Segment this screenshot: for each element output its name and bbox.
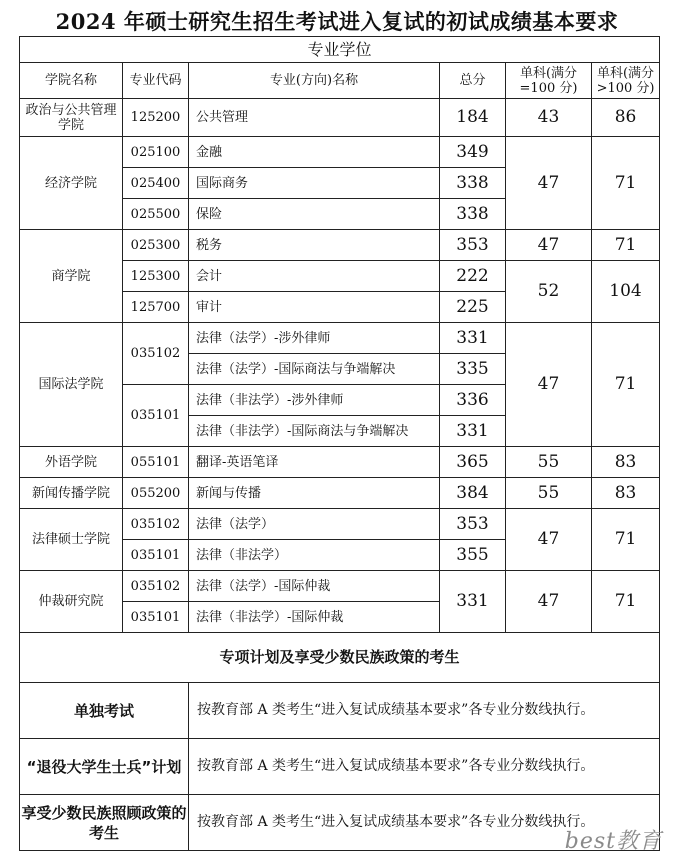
table-row bbox=[20, 509, 660, 540]
total-cell: 336 bbox=[440, 385, 506, 416]
code-cell: 125700 bbox=[123, 292, 189, 323]
college-cell: 新闻传播学院 bbox=[20, 478, 123, 509]
table-row bbox=[20, 137, 660, 168]
special-label: “退役大学生士兵”计划 bbox=[20, 739, 189, 795]
major-cell: 法律（非法学）-国际商法与争端解决 bbox=[189, 416, 440, 447]
major-cell: 保险 bbox=[189, 199, 440, 230]
total-cell: 335 bbox=[440, 354, 506, 385]
table-row bbox=[20, 323, 660, 354]
header-code: 专业代码 bbox=[123, 63, 189, 99]
total-cell: 331 bbox=[440, 323, 506, 354]
code-cell: 035102 bbox=[123, 509, 189, 540]
header-college: 学院名称 bbox=[20, 63, 123, 99]
section-row bbox=[20, 633, 660, 683]
watermark: best教育 bbox=[564, 829, 662, 854]
table-row bbox=[20, 478, 660, 509]
code-cell: 125200 bbox=[123, 99, 189, 137]
special-note: 按教育部 A 类考生“进入复试成绩基本要求”各专业分数线执行。 bbox=[189, 739, 660, 795]
code-cell: 025400 bbox=[123, 168, 189, 199]
major-cell: 法律（法学） bbox=[189, 509, 440, 540]
single100-cell: 52 bbox=[506, 261, 592, 323]
major-cell: 审计 bbox=[189, 292, 440, 323]
major-cell: 法律（非法学）-涉外律师 bbox=[189, 385, 440, 416]
single100-cell: 47 bbox=[506, 323, 592, 447]
table-row bbox=[20, 230, 660, 261]
code-cell: 025300 bbox=[123, 230, 189, 261]
code-cell: 035101 bbox=[123, 602, 189, 633]
major-cell: 法律（法学）-国际仲裁 bbox=[189, 571, 440, 602]
code-cell: 125300 bbox=[123, 261, 189, 292]
single100-cell: 47 bbox=[506, 571, 592, 633]
section-professional: 专业学位 bbox=[20, 37, 660, 63]
total-cell: 331 bbox=[440, 571, 506, 633]
section-row bbox=[20, 37, 660, 63]
major-cell: 翻译-英语笔译 bbox=[189, 447, 440, 478]
special-row bbox=[20, 739, 660, 795]
total-cell: 353 bbox=[440, 230, 506, 261]
code-cell: 035102 bbox=[123, 323, 189, 385]
single-gt100-cell: 86 bbox=[592, 99, 660, 137]
college-cell: 仲裁研究院 bbox=[20, 571, 123, 633]
major-cell: 国际商务 bbox=[189, 168, 440, 199]
total-cell: 349 bbox=[440, 137, 506, 168]
total-cell: 225 bbox=[440, 292, 506, 323]
code-cell: 055101 bbox=[123, 447, 189, 478]
special-row bbox=[20, 795, 660, 851]
total-cell: 355 bbox=[440, 540, 506, 571]
code-cell: 025100 bbox=[123, 137, 189, 168]
header-single100: 单科(满分=100 分) bbox=[506, 63, 592, 99]
total-cell: 184 bbox=[440, 99, 506, 137]
special-note: 按教育部 A 类考生“进入复试成绩基本要求”各专业分数线执行。 bbox=[189, 795, 660, 851]
code-cell: 025500 bbox=[123, 199, 189, 230]
single-gt100-cell: 71 bbox=[592, 571, 660, 633]
table-row bbox=[20, 99, 660, 137]
special-label: 单独考试 bbox=[20, 683, 189, 739]
single-gt100-cell: 71 bbox=[592, 509, 660, 571]
table-row bbox=[20, 447, 660, 478]
single-gt100-cell: 71 bbox=[592, 323, 660, 447]
major-cell: 公共管理 bbox=[189, 99, 440, 137]
single100-cell: 47 bbox=[506, 137, 592, 230]
total-cell: 222 bbox=[440, 261, 506, 292]
college-cell: 外语学院 bbox=[20, 447, 123, 478]
special-label: 享受少数民族照顾政策的考生 bbox=[20, 795, 189, 851]
single-gt100-cell: 71 bbox=[592, 137, 660, 230]
single-gt100-cell: 104 bbox=[592, 261, 660, 323]
single100-cell: 55 bbox=[506, 478, 592, 509]
special-note: 按教育部 A 类考生“进入复试成绩基本要求”各专业分数线执行。 bbox=[189, 683, 660, 739]
header-single-gt100: 单科(满分>100 分) bbox=[592, 63, 660, 99]
total-cell: 353 bbox=[440, 509, 506, 540]
total-cell: 365 bbox=[440, 447, 506, 478]
college-cell: 法律硕士学院 bbox=[20, 509, 123, 571]
college-cell: 国际法学院 bbox=[20, 323, 123, 447]
major-cell: 税务 bbox=[189, 230, 440, 261]
major-cell: 法律（法学）-涉外律师 bbox=[189, 323, 440, 354]
total-cell: 384 bbox=[440, 478, 506, 509]
college-cell: 商学院 bbox=[20, 230, 123, 323]
single-gt100-cell: 83 bbox=[592, 447, 660, 478]
total-cell: 331 bbox=[440, 416, 506, 447]
major-cell: 法律（非法学） bbox=[189, 540, 440, 571]
code-cell: 035101 bbox=[123, 540, 189, 571]
header-total: 总分 bbox=[440, 63, 506, 99]
code-cell: 035101 bbox=[123, 385, 189, 447]
college-cell: 经济学院 bbox=[20, 137, 123, 230]
table-row bbox=[20, 571, 660, 602]
header-major: 专业(方向)名称 bbox=[189, 63, 440, 99]
major-cell: 法律（法学）-国际商法与争端解决 bbox=[189, 354, 440, 385]
page-title: 2024 年硕士研究生招生考试进入复试的初试成绩基本要求 bbox=[55, 9, 619, 34]
major-cell: 新闻与传播 bbox=[189, 478, 440, 509]
single100-cell: 47 bbox=[506, 509, 592, 571]
major-cell: 法律（非法学）-国际仲裁 bbox=[189, 602, 440, 633]
college-cell: 政治与公共管理学院 bbox=[20, 99, 123, 137]
single-gt100-cell: 71 bbox=[592, 230, 660, 261]
total-cell: 338 bbox=[440, 199, 506, 230]
code-cell: 035102 bbox=[123, 571, 189, 602]
special-heading: 专项计划及享受少数民族政策的考生 bbox=[20, 633, 660, 683]
special-row bbox=[20, 683, 660, 739]
single100-cell: 43 bbox=[506, 99, 592, 137]
score-table bbox=[19, 36, 660, 851]
major-cell: 会计 bbox=[189, 261, 440, 292]
single100-cell: 47 bbox=[506, 230, 592, 261]
header-row bbox=[20, 63, 660, 99]
code-cell: 055200 bbox=[123, 478, 189, 509]
major-cell: 金融 bbox=[189, 137, 440, 168]
single-gt100-cell: 83 bbox=[592, 478, 660, 509]
total-cell: 338 bbox=[440, 168, 506, 199]
single100-cell: 55 bbox=[506, 447, 592, 478]
